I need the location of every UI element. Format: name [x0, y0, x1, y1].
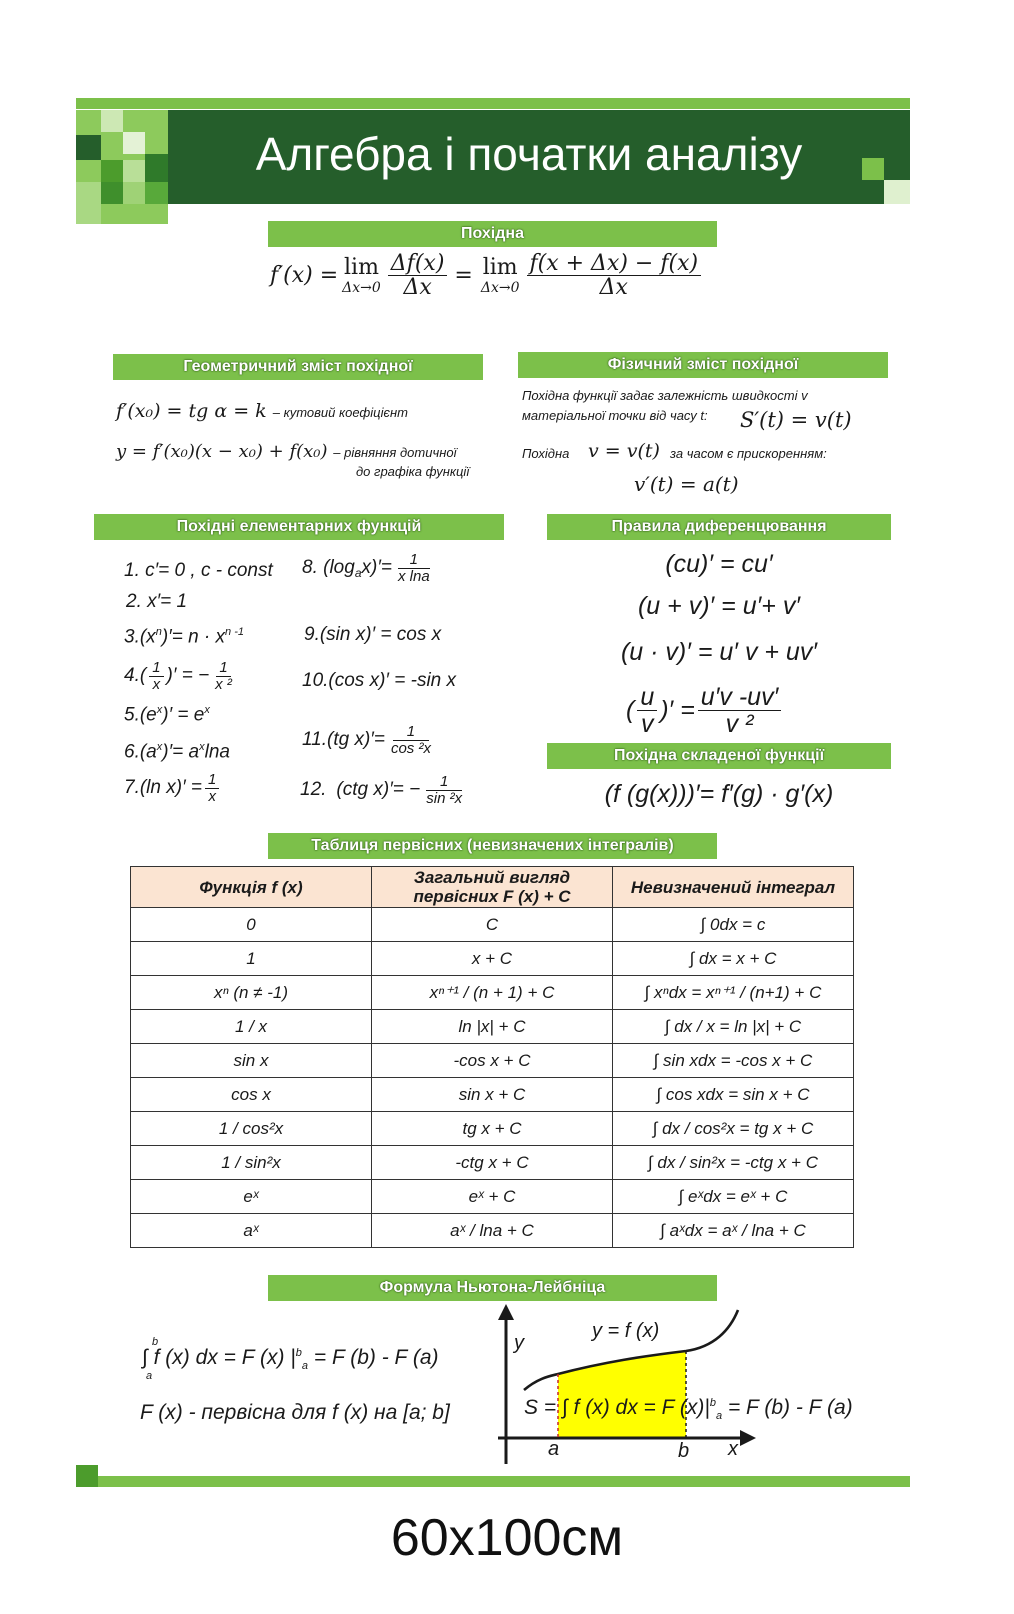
- table-header-row: [131, 867, 854, 908]
- x-axis-arrow: [740, 1430, 756, 1446]
- elem-f10: 10.(cos x)′ = -sin x: [302, 670, 457, 691]
- elem-f4-d: x: [152, 675, 161, 693]
- newton-formula-main: ∫ f (x) dx = F (x) |: [142, 1346, 296, 1369]
- physical-word: Похідна: [522, 446, 570, 461]
- table-cell: sin x + C: [372, 1078, 613, 1112]
- rules-title: Правила диференцювання: [547, 514, 891, 540]
- rule-4-n2: u′v -uv′: [698, 684, 781, 711]
- y-axis-arrow: [498, 1304, 514, 1320]
- elem-f11-d: cos ²x: [390, 739, 431, 757]
- tangent-slope-note: – кутовий коефіцієнт: [272, 405, 408, 420]
- table-cell: 1 / cos²x: [131, 1112, 372, 1146]
- table-cell: 0: [131, 908, 372, 942]
- table-row: [131, 1112, 854, 1146]
- tangent-line-note: – рівняння дотичної: [333, 445, 457, 460]
- primitives-title: Таблиця первісних (невизначених інтегралів): [268, 833, 717, 859]
- table-cell: x + C: [372, 942, 613, 976]
- lim-sub-2: Δx→0: [480, 280, 520, 297]
- elem-f11-n: 1: [393, 724, 429, 741]
- derivative-den1: Δx: [403, 275, 432, 301]
- rule-4-n: u: [637, 684, 657, 711]
- elem-f2: 2. x′= 1: [126, 591, 188, 612]
- derivative-num1: Δf(x): [388, 252, 448, 276]
- graph-label-b: b: [678, 1440, 690, 1462]
- elem-f3-d: n -1: [225, 626, 244, 638]
- physical-title: Фізичний зміст похідної: [518, 352, 888, 378]
- table-cell: ∫ dx = x + C: [613, 942, 854, 976]
- derivative-num2: f(x + Δx) − f(x): [527, 252, 702, 276]
- table-header: Невизначений інтеграл: [613, 867, 854, 908]
- elem-f6: [124, 741, 230, 763]
- lim-sub: Δx→0: [342, 280, 381, 297]
- table-row: [131, 1044, 854, 1078]
- elem-f4-n: 1: [149, 660, 163, 677]
- elem-f7: [124, 772, 222, 805]
- page-title: Алгебра і початки аналізу: [255, 128, 803, 180]
- table-cell: -cos x + C: [372, 1044, 613, 1078]
- elem-f8-d: x lna: [398, 567, 430, 585]
- elem-f5-d: x: [204, 704, 210, 716]
- table-header: Функція f (x): [131, 867, 372, 908]
- elem-f11-a: 11.(tg x)′=: [302, 729, 385, 751]
- elem-f8-n: 1: [398, 552, 430, 569]
- newton-upper: b: [152, 1336, 159, 1348]
- tangent-line-formula: y = f′(x₀)(x − x₀) + f(x₀): [116, 441, 328, 462]
- derivative-title: Похідна: [268, 221, 717, 247]
- rule-4-b: )′ =: [660, 696, 695, 725]
- elem-f5-b: x: [156, 704, 163, 716]
- newton-formula: [142, 1336, 439, 1382]
- table-cell: aˣ: [131, 1214, 372, 1248]
- physical-formula-1: S′(t) = v(t): [740, 408, 852, 432]
- header-mosaic: [76, 110, 168, 224]
- elem-f4-n2: 1: [216, 660, 230, 677]
- elem-f9: 9.(sin x)′ = cos x: [304, 624, 442, 645]
- elem-f6-a: 6.(a: [124, 741, 157, 763]
- elem-f12-n: 1: [426, 774, 462, 791]
- table-cell: sin x: [131, 1044, 372, 1078]
- physical-line-2: матеріальної точки від часу t:: [522, 408, 708, 423]
- geometric-title: Геометричний зміст похідної: [113, 354, 483, 380]
- footer-strip: [98, 1476, 910, 1487]
- area-fill: [558, 1351, 686, 1438]
- rule-4: ( $\frac{u}{v}$ )′ = $\frac{u'v -uv'}{\text{v ²}}$: [626, 684, 784, 738]
- table-cell: ∫ dx / cos²x = tg x + C: [613, 1112, 854, 1146]
- elem-f6-d: x: [199, 741, 205, 753]
- table-cell: -ctg x + C: [372, 1146, 613, 1180]
- area-eval-lower: a: [715, 1410, 723, 1423]
- elem-f6-b: x: [156, 741, 163, 753]
- elementary-title: Похідні елементарних функцій: [94, 514, 504, 540]
- table-cell: eˣ + C: [372, 1180, 613, 1214]
- elem-f11: [302, 724, 437, 757]
- elem-f8-a: 8. (log: [302, 557, 355, 579]
- physical-line-1: Похідна функції задає залежність швидкості v: [522, 388, 808, 403]
- elem-f12-b: (ctg x)′= −: [336, 779, 421, 801]
- table-cell: ∫ dx / sin²x = -ctg x + C: [613, 1146, 854, 1180]
- composite-formula: (f (g(x)))′= f′(g) · g′(x): [604, 780, 834, 808]
- table-cell: aˣ / lna + C: [372, 1214, 613, 1248]
- newton-formula-tail: = F (b) - F (a): [313, 1346, 439, 1369]
- elem-f3-c: )′= n · x: [161, 626, 226, 648]
- elem-f7-n: 1: [205, 772, 219, 789]
- table-cell: eˣ: [131, 1180, 372, 1214]
- derivative-definition: [270, 252, 750, 299]
- rule-4-d: v: [641, 710, 654, 739]
- elem-f1: 1. c′= 0 , c - const: [124, 560, 273, 581]
- elem-f7-a: 7.(ln x)′ =: [124, 777, 203, 799]
- table-cell: xⁿ (n ≠ -1): [131, 976, 372, 1010]
- geometric-formula-1: [116, 400, 408, 422]
- rule-3: (u · v)′ = u′ v + uv′: [620, 638, 818, 666]
- table-cell: xⁿ⁺¹ / (n + 1) + C: [372, 976, 613, 1010]
- physical-line-3: за часом є прискоренням:: [670, 446, 827, 461]
- table-cell: 1: [131, 942, 372, 976]
- newton-title: Формула Ньютона-Лейбніца: [268, 1275, 717, 1301]
- graph-axis-x: x: [728, 1438, 738, 1460]
- table-cell: tg x + C: [372, 1112, 613, 1146]
- table-row: [131, 976, 854, 1010]
- table-cell: cos x: [131, 1078, 372, 1112]
- elem-f3: [124, 626, 244, 648]
- newton-lower: a: [146, 1370, 153, 1382]
- table-cell: ln |x| + C: [372, 1010, 613, 1044]
- area-formula-tail: = F (b) - F (a): [727, 1396, 853, 1419]
- newton-eval-upper: b: [295, 1347, 302, 1359]
- elem-f4-b: ′ = −: [172, 665, 210, 687]
- table-cell: 1 / x: [131, 1010, 372, 1044]
- elem-f12-d: sin ²x: [426, 789, 463, 807]
- tangent-slope-formula: f′(x₀) = tg α = k: [116, 400, 267, 422]
- table-row: [131, 908, 854, 942]
- elem-f8: [302, 552, 436, 585]
- area-eval-upper: b: [709, 1397, 716, 1409]
- derivative-eq: =: [454, 263, 473, 289]
- elem-f8-c: x)′=: [361, 557, 392, 579]
- table-cell: ∫ cos xdx = sin x + C: [613, 1078, 854, 1112]
- graph-label-a: a: [548, 1438, 560, 1460]
- elem-f5-a: 5.(e: [124, 704, 157, 726]
- table-row: [131, 1214, 854, 1248]
- table-cell: C: [372, 908, 613, 942]
- footer-square: [76, 1465, 98, 1487]
- elem-f5-c: )′ = e: [162, 704, 205, 726]
- lim-word-2: lim: [482, 255, 518, 281]
- table-row: [131, 942, 854, 976]
- derivative-lhs: f′(x) =: [270, 263, 339, 289]
- elem-f3-a: 3.(x: [124, 626, 156, 648]
- area-formula-main: S = ∫ f (x) dx = F (x)|: [524, 1396, 710, 1419]
- newton-eval-lower: a: [301, 1360, 308, 1373]
- table-row: [131, 1078, 854, 1112]
- table-row: [131, 1010, 854, 1044]
- physical-formula-2: v = v(t): [588, 440, 660, 462]
- graph-function-label: y = f (x): [592, 1320, 660, 1342]
- table-header: Загальний вигляд первісних F (x) + C: [372, 867, 613, 908]
- elem-f5: [124, 704, 210, 726]
- lim-word: lim: [344, 255, 379, 281]
- elem-f6-c: )′= a: [162, 741, 200, 763]
- elem-f4-a: 4.: [124, 665, 140, 687]
- rule-1: (cu)′ = cu′: [665, 550, 773, 578]
- table-row: [131, 1180, 854, 1214]
- elem-f8-b: a: [354, 566, 362, 581]
- elem-f4-d2: x ²: [215, 675, 232, 693]
- header-light-strip: [76, 98, 910, 109]
- elem-f6-e: lna: [204, 741, 230, 763]
- rule-2: (u + v)′ = u′+ v′: [637, 592, 801, 620]
- table-cell: ∫ eˣdx = eˣ + C: [613, 1180, 854, 1214]
- elem-f7-d: x: [208, 787, 216, 805]
- derivative-den2: Δx: [599, 275, 628, 301]
- table-cell: 1 / sin²x: [131, 1146, 372, 1180]
- composite-title: Похідна складеної функції: [547, 743, 891, 769]
- table-cell: ∫ 0dx = c: [613, 908, 854, 942]
- graph-axis-y: y: [514, 1332, 524, 1354]
- poster-size-label: 60x100см: [390, 1509, 624, 1567]
- geometric-note-2b: до графіка функції: [356, 464, 470, 479]
- elem-f4: 4. ( $\frac{1}{x}$ ) ′ = − $\frac{1}{\text{x ²}}$: [124, 660, 238, 693]
- primitives-table: [130, 866, 854, 1248]
- elem-f12: [300, 774, 468, 807]
- geometric-formula-2: [116, 441, 456, 462]
- graph-area-formula: [524, 1396, 853, 1422]
- newton-description: F (x) - первісна для f (x) на [a; b]: [140, 1401, 450, 1424]
- table-cell: ∫ xⁿdx = xⁿ⁺¹ / (n+1) + C: [613, 976, 854, 1010]
- rule-4-d2: v ²: [725, 710, 754, 739]
- table-cell: ∫ dx / x = ln |x| + C: [613, 1010, 854, 1044]
- table-cell: ∫ aˣdx = aˣ / lna + C: [613, 1214, 854, 1248]
- physical-formula-3: v′(t) = a(t): [634, 472, 739, 496]
- elem-f3-b: n: [155, 626, 162, 638]
- table-row: [131, 1146, 854, 1180]
- table-cell: ∫ sin xdx = -cos x + C: [613, 1044, 854, 1078]
- elem-f12-a: 12.: [300, 779, 327, 801]
